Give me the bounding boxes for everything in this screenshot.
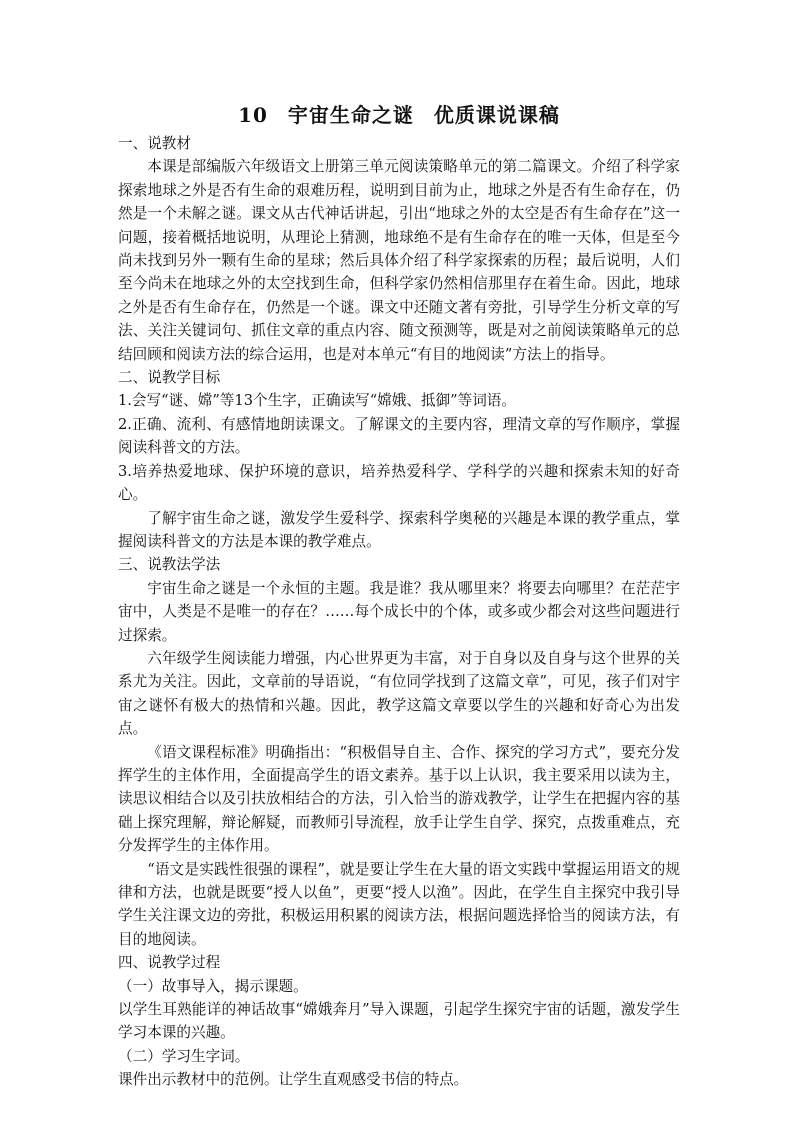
process-step-1-heading: （一）故事导入，揭示课题。 bbox=[118, 977, 308, 995]
document-title bbox=[118, 100, 680, 130]
section-heading-goals: 二、说教学目标 bbox=[118, 369, 221, 387]
section-heading-methods: 三、说教法学法 bbox=[118, 556, 221, 574]
goal-item-3: 3.培养热爱地球、保护环境的意识，培养热爱科学、学科学的兴趣和探索未知的好奇心。 bbox=[118, 462, 680, 504]
section-heading-process: 四、说教学过程 bbox=[118, 954, 221, 972]
textbook-paragraph: 本课是部编版六年级语文上册第三单元阅读策略单元的第二篇课文。介绍了科学家探索地球之外是否有生命的艰难历程，说明到目前为止，地球之外是否有生命存在，仍然是一个未解之谜。课文从古代神话讲起，引出“地球之外的太空是否有生命存在”这一问题，接着概括地说明，从理论上猜测，地球绝不是有生命存在的唯一天体，但是至今尚未找到另外一颗有生命的星球；然后具体介绍了科学家探索的历程；最后说明，人们至今尚未在地球之外的太空找到生命，但科学家仍然相信那里存在着生命。因此，地球之外是否有生命存在，仍然是一个谜。课文中还随文著有旁批，引导学生分析文章的写法、关注关键词句、抓住文章的重点内容、随文预测等，既是对之前阅读策略单元的总结回顾和阅读方法的综合运用，也是对本单元“有目的地阅读”方法上的指导。 bbox=[118, 158, 680, 363]
methods-paragraph-4: “语文是实践性很强的课程”，就是要让学生在大量的语文实践中掌握运用语文的规律和方法，也就是既要“授人以鱼”，更要“授人以渔”。因此，在学生自主探究中我引导学生关注课文边的旁批，积极运用积累的阅读方法，根据问题选择恰当的阅读方法，有目的地阅读。 bbox=[118, 860, 680, 948]
goal-item-2: 2.正确、流利、有感情地朗读课文。了解课文的主要内容，理清文章的写作顺序，掌握阅读科普文的方法。 bbox=[118, 415, 680, 457]
process-step-2-heading: （二）学习生字词。 bbox=[118, 1047, 250, 1065]
document-page bbox=[118, 100, 680, 1092]
process-step-2-text: 课件出示教材中的范例。让学生直观感受书信的特点。 bbox=[118, 1071, 469, 1089]
goals-focus-paragraph: 了解宇宙生命之谜，激发学生爱科学、探索科学奥秘的兴趣是本课的教学重点，掌握阅读科普文的方法是本课的教学难点。 bbox=[118, 509, 680, 550]
title-suffix: 优质课说课稿 bbox=[433, 103, 560, 127]
process-step-1-text: 以学生耳熟能详的神话故事“嫦娥奔月”导入课题，引起学生探究宇宙的话题，激发学生学习本课的兴趣。 bbox=[118, 1001, 680, 1042]
methods-paragraph-3: 《语文课程标准》明确指出：“积极倡导自主、合作、探究的学习方式”，要充分发挥学生的主体作用，全面提高学生的语文素养。基于以上认识，我主要采用以读为主，读思议相结合以及引扶放相结合的方法，引入恰当的游戏教学，让学生在把握内容的基础上探究理解，辩论解疑，而教师引导流程，放手让学生自学、探究，点拨重难点，充分发挥学生的主体作用。 bbox=[118, 743, 680, 855]
lesson-title: 宇宙生命之谜 bbox=[287, 103, 414, 127]
lesson-number: 10 bbox=[238, 103, 268, 127]
methods-paragraph-2: 六年级学生阅读能力增强，内心世界更为丰富，对于自身以及自身与这个世界的关系尤为关注。因此，文章前的导语说，“有位同学找到了这篇文章”，可见，孩子们对宇宙之谜怀有极大的热情和兴趣。因此，教学这篇文章要以学生的兴趣和好奇心为出发点。 bbox=[118, 649, 680, 738]
methods-paragraph-1: 宇宙生命之谜是一个永恒的主题。我是谁？我从哪里来？将要去向哪里？在茫茫宇宙中，人类是不是唯一的存在？……每个成长中的个体，或多或少都会对这些问题进行过探索。 bbox=[118, 579, 680, 644]
section-heading-textbook: 一、说教材 bbox=[118, 135, 191, 152]
goal-item-1: 1.会写“谜、嫦”等13个生字，正确读写“嫦娥、抵御”等词语。 bbox=[118, 392, 516, 410]
